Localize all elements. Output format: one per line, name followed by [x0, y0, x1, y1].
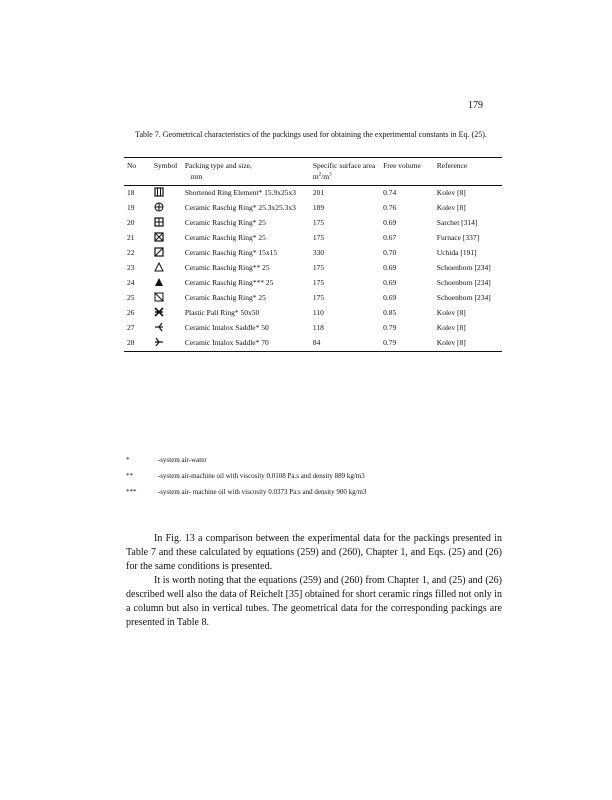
cell-reference: Uchida [191]	[436, 248, 477, 257]
table-row	[124, 291, 502, 306]
cell-specific-area: 175	[312, 278, 325, 287]
cell-packing-type: Ceramic Raschig Ring* 25	[184, 293, 266, 302]
note-mark: ***	[126, 488, 137, 496]
cell-no: 22	[127, 248, 135, 257]
header-symbol: Symbol	[153, 161, 178, 170]
cell-no: 21	[127, 233, 135, 242]
cell-free-volume: 0.79	[383, 323, 397, 332]
square-slash-icon	[154, 247, 164, 257]
cell-symbol	[151, 231, 182, 246]
cell-free-volume: 0.85	[383, 308, 397, 317]
table-row	[124, 201, 502, 216]
cell-packing-type: Ceramic Intalox Saddle* 70	[184, 338, 269, 347]
note-single-star	[124, 455, 514, 465]
note-triple-star	[124, 487, 514, 497]
cell-reference: Sarchet [314]	[436, 218, 478, 227]
cell-packing-type: Ceramic Raschig Ring* 15x15	[184, 248, 278, 257]
header-area-unit: $m^2/m^3$	[312, 172, 332, 181]
packings-table	[124, 157, 502, 352]
cell-symbol	[151, 186, 182, 202]
cell-packing-type: Plastic Pall Ring* 50x50	[184, 308, 260, 317]
table-row	[124, 216, 502, 231]
star-right-icon	[154, 337, 164, 347]
cell-free-volume: 0.67	[383, 233, 397, 242]
cell-no: 24	[127, 278, 135, 287]
header-no: No	[127, 161, 137, 170]
table-row	[124, 231, 502, 246]
cell-specific-area: 175	[312, 263, 325, 272]
cell-no: 19	[127, 203, 135, 212]
cell-packing-type: Ceramic Raschig Ring* 25	[184, 218, 266, 227]
square-hbar-icon	[154, 187, 164, 197]
cell-specific-area: 330	[312, 248, 325, 257]
table-row	[124, 306, 502, 321]
cell-free-volume: 0.74	[383, 188, 397, 197]
page-number: 179	[468, 100, 483, 111]
header-specific-area	[310, 158, 380, 186]
cell-specific-area: 175	[312, 293, 325, 302]
cell-specific-area: 110	[312, 308, 324, 317]
cell-free-volume: 0.69	[383, 263, 397, 272]
note-mark: **	[126, 472, 133, 480]
table-row	[124, 186, 502, 202]
cell-free-volume: 0.76	[383, 203, 397, 212]
triangle-filled-icon	[154, 277, 164, 287]
cell-reference: Kolev [8]	[436, 323, 466, 332]
cell-packing-type: Ceramic Raschig Ring* 25.3x25.3x3	[184, 203, 296, 212]
cell-symbol	[151, 321, 182, 336]
table-row	[124, 276, 502, 291]
cell-reference: Schoenborn [234]	[436, 263, 491, 272]
cell-symbol	[151, 201, 182, 216]
cell-specific-area: 175	[312, 233, 325, 242]
cell-reference: Schoenborn [234]	[436, 278, 491, 287]
cell-reference: Kolev [8]	[436, 203, 466, 212]
cell-symbol	[151, 261, 182, 276]
cell-no: 26	[127, 308, 135, 317]
triangle-outline-icon	[154, 262, 164, 272]
cell-reference: Kolev [8]	[436, 338, 466, 347]
cell-symbol	[151, 306, 182, 321]
table-row	[124, 246, 502, 261]
table-notes	[124, 455, 514, 503]
header-free-volume: Free volume	[383, 161, 421, 170]
table-row	[124, 261, 502, 276]
table-caption: Table 7. Geometrical characteristics of the packings used for obtaining the experimental constants in Eq. (25).	[135, 130, 487, 139]
cell-specific-area: 189	[312, 203, 325, 212]
cell-free-volume: 0.69	[383, 278, 397, 287]
body-text	[126, 532, 502, 630]
x-bar-icon	[154, 307, 164, 317]
cell-free-volume: 0.79	[383, 338, 397, 347]
square-cross-icon	[154, 217, 164, 227]
note-text: -system air-water	[158, 456, 207, 464]
paragraph: It is worth noting that the equations (259) and (260) from Chapter 1, and (25) and (26) described well also the data of Reichelt [35] obtained for short ceramic rings filled not only in a column but also in vertical tubes. The geometrical data for the corresponding packings are presented in Table 8.	[126, 575, 502, 628]
table-row	[124, 336, 502, 352]
header-packing-type	[182, 158, 310, 186]
cell-symbol	[151, 276, 182, 291]
cell-packing-type: Shortened Ring Element* 15.9x25x3	[184, 188, 297, 197]
header-type-unit: mm	[190, 172, 203, 181]
cell-packing-type: Ceramic Raschig Ring* 25	[184, 233, 266, 242]
cell-packing-type: Ceramic Raschig Ring** 25	[184, 263, 270, 272]
note-mark: *	[126, 456, 130, 464]
cell-symbol	[151, 336, 182, 352]
cell-specific-area: 175	[312, 218, 325, 227]
cell-reference: Schoenborn [234]	[436, 293, 491, 302]
note-text: -system air-machine oil with viscosity 0.0108 Pa.s and density 889 kg/m3	[158, 472, 365, 480]
cell-no: 28	[127, 338, 135, 347]
header-area-label: Specific surface area	[312, 161, 376, 170]
circle-cross-icon	[154, 202, 164, 212]
cell-symbol	[151, 291, 182, 306]
cell-packing-type: Ceramic Intalox Saddle* 50	[184, 323, 269, 332]
square-x-icon	[154, 232, 164, 242]
square-backslash-icon	[154, 292, 164, 302]
cell-specific-area: 118	[312, 323, 324, 332]
note-double-star	[124, 471, 514, 481]
table-header-row	[124, 158, 502, 186]
cell-no: 27	[127, 323, 135, 332]
note-text: -system air- machine oil with viscosity 0.0373 Pa.s and density 900 kg/m3	[158, 488, 367, 496]
cell-packing-type: Ceramic Raschig Ring*** 25	[184, 278, 274, 287]
header-type-label: Packing type and size,	[184, 161, 252, 170]
cell-symbol	[151, 246, 182, 261]
cell-no: 20	[127, 218, 135, 227]
header-reference: Reference	[436, 161, 468, 170]
cell-free-volume: 0.70	[383, 248, 397, 257]
cell-no: 25	[127, 293, 135, 302]
cell-specific-area: 201	[312, 188, 325, 197]
paragraph: In Fig. 13 a comparison between the experimental data for the packings presented in Table 7 and these calculated by equations (259) and (260), Chapter 1, and Eqs. (25) and (26) for the same conditions is presented.	[126, 533, 502, 572]
cell-reference: Furnace [337]	[436, 233, 480, 242]
cell-free-volume: 0.69	[383, 293, 397, 302]
cell-specific-area: 84	[312, 338, 321, 347]
cell-no: 23	[127, 263, 135, 272]
cell-free-volume: 0.69	[383, 218, 397, 227]
star-left-icon	[154, 322, 164, 332]
cell-no: 18	[127, 188, 135, 197]
cell-symbol	[151, 216, 182, 231]
cell-reference: Kolev [8]	[436, 308, 466, 317]
table-row	[124, 321, 502, 336]
cell-reference: Kolev [8]	[436, 188, 466, 197]
